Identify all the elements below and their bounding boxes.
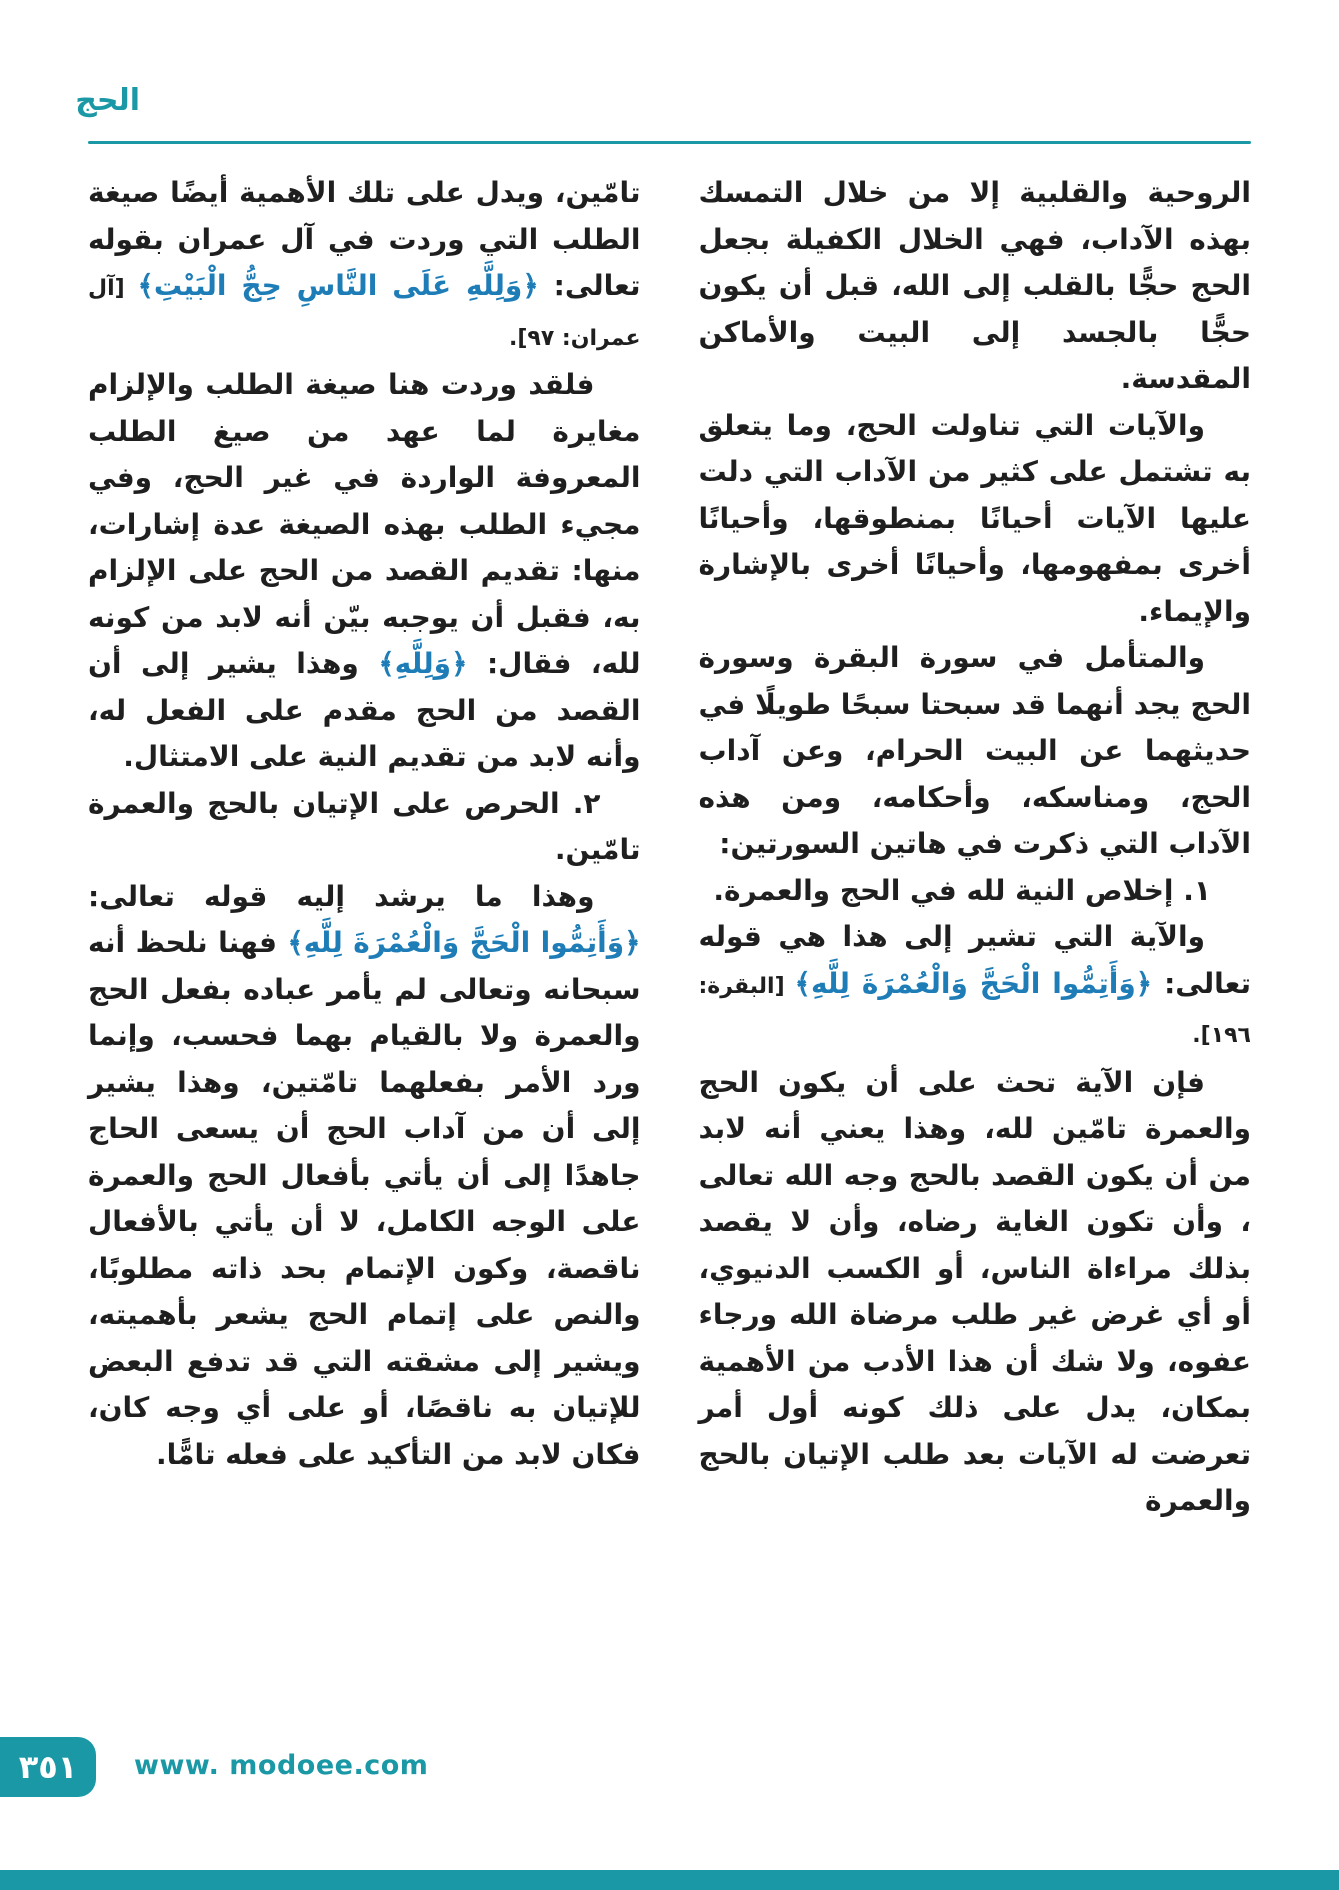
- body-text: فهنا نلحظ أنه سبحانه وتعالى لم يأمر عباده بفعل الحج والعمرة ولا بالقيام بهما فحسب، وإنما ورد الأمر بفعلهما تامّتين، وهذا يشير إلى أن من آداب الحج أن يسعى الحاج جاهدًا إلى أن يأتي بأفعال الحج والعمرة على الوجه الكامل، لا أن يأتي بالأفعال ناقصة، وكون الإتمام بحد ذاته مطلوبًا، والنص على إتمام الحج يشعر بأهميته، ويشير إلى مشقته التي قد تدفع البعض للإتيان به ناقصًا، أو على أي وجه كان، فكان لابد من التأكيد على فعله تامًّا.: [88, 926, 641, 1471]
- body-text: والآيات التي تناولت الحج، وما يتعلق به تشتمل على كثير من الآداب التي دلت عليها الآيات أحيانًا بمنطوقها، وأحيانًا أخرى بمفهومها، وأحيانًا أخرى بالإشارة والإيماء.: [698, 408, 1251, 628]
- text-column-right: [699, 170, 1252, 1525]
- paragraph: [699, 635, 1252, 868]
- body-text: فإن الآية تحث على أن يكون الحج والعمرة تامّين لله، وهذا يعني أنه لابد من أن يكون القصد بالحج وجه الله تعالى ، وأن تكون الغاية رضاه، وأن لا يقصد بذلك مراءاة الناس، أو الكسب الدنيوي، أو أي غرض غير طلب مرضاة الله ورجاء عفوه، ولا شك أن هذا الأدب من الأهمية بمكان، يدل على ذلك كونه أول أمر تعرضت له الآيات بعد طلب الإتيان بالحج والعمرة: [698, 1065, 1251, 1517]
- two-column-text-area: [88, 170, 1251, 1525]
- paragraph: [699, 403, 1252, 636]
- chapter-calligraphy-mark: الحج: [75, 83, 140, 118]
- quran-verse: ﴿وَلِلَّهِ عَلَى النَّاسِ حِجُّ الْبَيْتِ﴾: [137, 269, 539, 302]
- body-text: تامّين، ويدل على تلك الأهمية أيضًا صيغة الطلب التي وردت في آل عمران بقوله تعالى:: [88, 176, 641, 302]
- paragraph: [699, 170, 1252, 403]
- paragraph: [88, 170, 641, 362]
- section-heading: [88, 781, 641, 874]
- footer-bar: [0, 1870, 1339, 1890]
- body-text: الروحية والقلبية إلا من خلال التمسك بهذه الآداب، فهي الخلال الكفيلة بجعل الحج حجًّا بالقلب إلى الله، قبل أن يكون حجًّا بالجسد إلى البيت والأماكن المقدسة.: [698, 176, 1251, 395]
- body-text: والآية التي تشير إلى هذا هي قوله تعالى:: [698, 920, 1251, 1000]
- paragraph: [699, 1060, 1252, 1525]
- section-heading: [699, 868, 1252, 915]
- body-text: والمتأمل في سورة البقرة وسورة الحج يجد أنهما قد سبحتا سبحًا طويلًا في حديثهما عن البيت الحرام، وعن آداب الحج، ومناسكه، وأحكامه، ومن هذه الآداب التي ذكرت في هاتين السورتين:: [698, 641, 1251, 860]
- page-number: ٣٥١: [18, 1748, 78, 1786]
- header-divider-rule: [88, 141, 1251, 144]
- website-url: www. modoee.com: [134, 1750, 429, 1781]
- body-text: ١. إخلاص النية لله في الحج والعمرة.: [713, 873, 1211, 907]
- quran-verse: ﴿وَأَتِمُّوا الْحَجَّ وَالْعُمْرَةَ لِلَّهِ﴾: [794, 966, 1153, 1000]
- verse-reference: [آل عمران: ٩٧].: [88, 276, 641, 351]
- verse-reference: [البقرة: ١٩٦].: [698, 973, 1251, 1048]
- body-text: وهذا يشير إلى أن القصد من الحج مقدم على الفعل له، وأنه لابد من تقديم النية على الامتثال.: [88, 647, 641, 773]
- quran-verse: ﴿وَلِلَّهِ﴾: [378, 647, 468, 680]
- paragraph: [699, 914, 1252, 1060]
- quran-verse: ﴿وَأَتِمُّوا الْحَجَّ وَالْعُمْرَةَ لِلَّهِ﴾: [287, 926, 641, 959]
- paragraph: [88, 362, 641, 781]
- body-text: وهذا ما يرشد إليه قوله تعالى:: [88, 879, 595, 913]
- page-number-badge: [0, 1737, 96, 1797]
- body-text: فلقد وردت هنا صيغة الطلب والإلزام مغايرة لما عهد من صيغ الطلب المعروفة الواردة في غير الحج، وفي مجيء الطلب بهذه الصيغة عدة إشارات، منها: تقديم القصد من الحج على الإلزام به، فقبل أن يوجبه بيّن أنه لابد من كونه لله، فقال:: [88, 368, 641, 680]
- paragraph: [88, 874, 641, 1479]
- body-text: ٢. الحرص على الإتيان بالحج والعمرة تامّين.: [88, 786, 641, 866]
- text-column-left: [88, 170, 641, 1525]
